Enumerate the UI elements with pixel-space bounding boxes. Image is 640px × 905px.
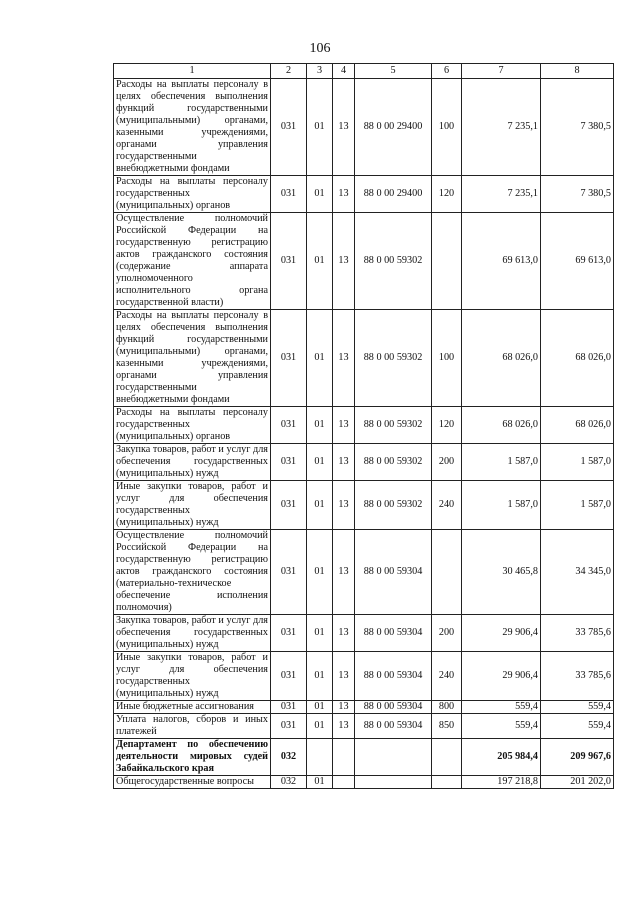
subsection-code: 13 <box>333 481 355 530</box>
header-cell: 5 <box>355 64 432 79</box>
header-cell: 1 <box>114 64 271 79</box>
subsection-code <box>333 739 355 776</box>
target-article-code: 88 0 00 59304 <box>355 652 432 701</box>
expense-type-code: 200 <box>432 615 462 652</box>
section-code: 01 <box>307 615 333 652</box>
amount-year-1: 197 218,8 <box>462 776 541 789</box>
row-name: Иные закупки товаров, работ и услуг для обеспечения государственных (муниципальных) нужд <box>114 481 271 530</box>
amount-year-2: 34 345,0 <box>541 530 614 615</box>
expense-type-code <box>432 739 462 776</box>
header-cell: 6 <box>432 64 462 79</box>
amount-year-2: 201 202,0 <box>541 776 614 789</box>
subsection-code: 13 <box>333 714 355 739</box>
admin-code: 031 <box>271 407 307 444</box>
row-name: Расходы на выплаты персоналу государственных (муниципальных) органов <box>114 407 271 444</box>
section-code: 01 <box>307 530 333 615</box>
table-row <box>114 530 614 615</box>
row-name: Общегосударственные вопросы <box>114 776 271 789</box>
section-code: 01 <box>307 444 333 481</box>
admin-code: 031 <box>271 444 307 481</box>
admin-code: 031 <box>271 310 307 407</box>
subsection-code: 13 <box>333 176 355 213</box>
header-cell: 2 <box>271 64 307 79</box>
table-row <box>114 176 614 213</box>
target-article-code: 88 0 00 59302 <box>355 444 432 481</box>
admin-code: 031 <box>271 652 307 701</box>
target-article-code: 88 0 00 59302 <box>355 481 432 530</box>
row-name: Иные бюджетные ассигнования <box>114 701 271 714</box>
table-row <box>114 776 614 789</box>
amount-year-1: 559,4 <box>462 701 541 714</box>
amount-year-2: 68 026,0 <box>541 310 614 407</box>
target-article-code: 88 0 00 59302 <box>355 213 432 310</box>
subsection-code: 13 <box>333 530 355 615</box>
section-code: 01 <box>307 310 333 407</box>
target-article-code <box>355 739 432 776</box>
table-row <box>114 481 614 530</box>
table-row <box>114 407 614 444</box>
section-code: 01 <box>307 213 333 310</box>
expense-type-code <box>432 213 462 310</box>
amount-year-1: 29 906,4 <box>462 652 541 701</box>
amount-year-2: 33 785,6 <box>541 615 614 652</box>
header-cell: 7 <box>462 64 541 79</box>
amount-year-1: 1 587,0 <box>462 481 541 530</box>
admin-code: 031 <box>271 530 307 615</box>
amount-year-1: 7 235,1 <box>462 176 541 213</box>
target-article-code: 88 0 00 29400 <box>355 79 432 176</box>
admin-code: 031 <box>271 615 307 652</box>
target-article-code: 88 0 00 59304 <box>355 714 432 739</box>
amount-year-1: 205 984,4 <box>462 739 541 776</box>
expense-type-code: 240 <box>432 652 462 701</box>
admin-code: 031 <box>271 176 307 213</box>
table-row <box>114 444 614 481</box>
target-article-code: 88 0 00 59302 <box>355 407 432 444</box>
expense-type-code: 850 <box>432 714 462 739</box>
amount-year-1: 559,4 <box>462 714 541 739</box>
admin-code: 032 <box>271 739 307 776</box>
admin-code: 032 <box>271 776 307 789</box>
amount-year-2: 209 967,6 <box>541 739 614 776</box>
subsection-code: 13 <box>333 310 355 407</box>
row-name: Закупка товаров, работ и услуг для обеспечения государственных (муниципальных) нужд <box>114 444 271 481</box>
target-article-code: 88 0 00 59304 <box>355 615 432 652</box>
section-code <box>307 739 333 776</box>
subsection-code: 13 <box>333 79 355 176</box>
subsection-code: 13 <box>333 652 355 701</box>
row-name: Расходы на выплаты персоналу в целях обеспечения выполнения функций государственными (муниципальными) органами, казенными учреждениями, органами управления государственными внебюджетными фондами <box>114 310 271 407</box>
target-article-code <box>355 776 432 789</box>
header-cell: 4 <box>333 64 355 79</box>
amount-year-2: 69 613,0 <box>541 213 614 310</box>
section-code: 01 <box>307 481 333 530</box>
target-article-code: 88 0 00 59302 <box>355 310 432 407</box>
target-article-code: 88 0 00 59304 <box>355 530 432 615</box>
amount-year-1: 68 026,0 <box>462 407 541 444</box>
expense-type-code: 800 <box>432 701 462 714</box>
amount-year-1: 1 587,0 <box>462 444 541 481</box>
page-number: 106 <box>309 41 331 56</box>
amount-year-2: 7 380,5 <box>541 79 614 176</box>
table-row <box>114 701 614 714</box>
table-row <box>114 652 614 701</box>
amount-year-1: 68 026,0 <box>462 310 541 407</box>
subsection-code: 13 <box>333 213 355 310</box>
table-row <box>114 213 614 310</box>
amount-year-1: 30 465,8 <box>462 530 541 615</box>
subsection-code: 13 <box>333 615 355 652</box>
section-code: 01 <box>307 776 333 789</box>
amount-year-2: 7 380,5 <box>541 176 614 213</box>
section-code: 01 <box>307 407 333 444</box>
expense-type-code: 100 <box>432 79 462 176</box>
row-name: Закупка товаров, работ и услуг для обеспечения государственных (муниципальных) нужд <box>114 615 271 652</box>
row-name: Уплата налогов, сборов и иных платежей <box>114 714 271 739</box>
section-code: 01 <box>307 176 333 213</box>
section-code: 01 <box>307 714 333 739</box>
row-name: Департамент по обеспечению деятельности мировых судей Забайкальского края <box>114 739 271 776</box>
expense-type-code: 100 <box>432 310 462 407</box>
table-row <box>114 615 614 652</box>
admin-code: 031 <box>271 213 307 310</box>
expense-type-code <box>432 776 462 789</box>
expense-type-code: 120 <box>432 176 462 213</box>
target-article-code: 88 0 00 29400 <box>355 176 432 213</box>
subsection-code: 13 <box>333 407 355 444</box>
subsection-code <box>333 776 355 789</box>
row-name: Осуществление полномочий Российской Федерации на государственную регистрацию актов гражданского состояния (материально-техническое обеспечение исполнения полномочия) <box>114 530 271 615</box>
section-code: 01 <box>307 701 333 714</box>
amount-year-1: 29 906,4 <box>462 615 541 652</box>
row-name: Расходы на выплаты персоналу в целях обеспечения выполнения функций государственными (муниципальными) органами, казенными учреждениями, органами управления государственными внебюджетными фондами <box>114 79 271 176</box>
amount-year-1: 7 235,1 <box>462 79 541 176</box>
section-code: 01 <box>307 652 333 701</box>
table-row <box>114 714 614 739</box>
header-cell: 3 <box>307 64 333 79</box>
amount-year-2: 33 785,6 <box>541 652 614 701</box>
row-name: Осуществление полномочий Российской Федерации на государственную регистрацию актов гражданского состояния (содержание аппарата уполномоченного исполнительного органа государственной власти) <box>114 213 271 310</box>
expense-type-code <box>432 530 462 615</box>
admin-code: 031 <box>271 714 307 739</box>
table-row <box>114 79 614 176</box>
subsection-code: 13 <box>333 701 355 714</box>
table-row <box>114 310 614 407</box>
amount-year-2: 1 587,0 <box>541 444 614 481</box>
header-cell: 8 <box>541 64 614 79</box>
expense-type-code: 200 <box>432 444 462 481</box>
target-article-code: 88 0 00 59304 <box>355 701 432 714</box>
row-name: Расходы на выплаты персоналу государственных (муниципальных) органов <box>114 176 271 213</box>
admin-code: 031 <box>271 481 307 530</box>
expense-type-code: 120 <box>432 407 462 444</box>
amount-year-2: 1 587,0 <box>541 481 614 530</box>
admin-code: 031 <box>271 79 307 176</box>
section-code: 01 <box>307 79 333 176</box>
expense-type-code: 240 <box>432 481 462 530</box>
header-row <box>114 64 614 79</box>
amount-year-2: 559,4 <box>541 714 614 739</box>
row-name: Иные закупки товаров, работ и услуг для обеспечения государственных (муниципальных) нужд <box>114 652 271 701</box>
amount-year-1: 69 613,0 <box>462 213 541 310</box>
table-row <box>114 739 614 776</box>
amount-year-2: 68 026,0 <box>541 407 614 444</box>
amount-year-2: 559,4 <box>541 701 614 714</box>
budget-table <box>113 63 614 789</box>
admin-code: 031 <box>271 701 307 714</box>
subsection-code: 13 <box>333 444 355 481</box>
